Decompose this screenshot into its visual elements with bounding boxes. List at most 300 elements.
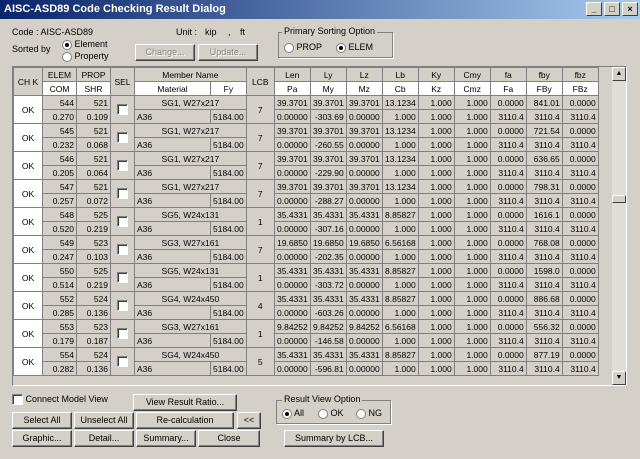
header-mz[interactable]: Mz <box>346 82 382 96</box>
header-lcb[interactable]: LCB <box>246 68 274 96</box>
fa-cell: 0.0000 <box>490 320 526 334</box>
fbz-cell: 0.0000 <box>562 264 598 278</box>
view-ok-option[interactable] <box>318 408 344 419</box>
kz-cell: 1.000 <box>418 110 454 124</box>
update-button[interactable]: Update... <box>198 44 258 61</box>
close-icon[interactable]: × <box>622 2 638 16</box>
radio-ng[interactable] <box>356 409 366 419</box>
my-cell: -260.55 <box>310 138 346 152</box>
table-row[interactable] <box>14 264 599 278</box>
len-cell: 39.3701 <box>274 124 310 138</box>
prop-cell: 521 <box>77 96 111 110</box>
pa-cell: 0.00000 <box>274 334 310 348</box>
row-select-checkbox[interactable] <box>117 160 128 171</box>
primary-sort-label: Primary Sorting Option <box>284 26 376 36</box>
table-row-sub[interactable] <box>14 222 599 236</box>
sel-cell[interactable] <box>111 348 135 376</box>
result-view-label: Result View Option <box>284 394 361 404</box>
sel-cell[interactable] <box>111 320 135 348</box>
lz-cell: 9.84252 <box>346 320 382 334</box>
sort-prop-label: PROP <box>296 42 323 52</box>
member-name-cell: SG1, W27x217 <box>135 152 247 166</box>
result-grid <box>12 66 627 386</box>
lb-cell: 6.56168 <box>382 236 418 250</box>
elem-cell: 544 <box>43 96 77 110</box>
material-cell: A36 <box>135 166 211 180</box>
prop-cell: 524 <box>77 348 111 362</box>
row-select-checkbox[interactable] <box>117 356 128 367</box>
ky-cell: 1.000 <box>418 236 454 250</box>
fa-cell: 0.0000 <box>490 264 526 278</box>
pa-cell: 0.00000 <box>274 250 310 264</box>
cmz-cell: 1.000 <box>454 194 490 208</box>
ky-cell: 1.000 <box>418 180 454 194</box>
fa2-cell: 3110.4 <box>490 222 526 236</box>
member-name-cell: SG1, W27x217 <box>135 96 247 110</box>
shr-cell: 0.068 <box>77 138 111 152</box>
elem-cell: 552 <box>43 292 77 306</box>
sort-elem-option[interactable] <box>336 42 373 53</box>
table-row-sub[interactable] <box>14 166 599 180</box>
header-fbz[interactable]: FBz <box>562 82 598 96</box>
row-select-checkbox[interactable] <box>117 300 128 311</box>
fy-cell: 5184.00 <box>211 334 247 348</box>
vertical-scrollbar[interactable] <box>612 67 626 385</box>
radio-element[interactable] <box>62 40 72 50</box>
table-row[interactable] <box>14 208 599 222</box>
lb-cell: 13.1234 <box>382 124 418 138</box>
prop-cell: 524 <box>77 292 111 306</box>
lcb-cell: 1 <box>246 320 274 348</box>
my-cell: -229.90 <box>310 166 346 180</box>
elem-cell: 550 <box>43 264 77 278</box>
connect-model-view[interactable] <box>12 394 108 405</box>
prop-cell: 523 <box>77 236 111 250</box>
cb-cell: 1.000 <box>382 110 418 124</box>
header-lz[interactable]: Lz <box>346 68 382 82</box>
fa2-cell: 3110.4 <box>490 306 526 320</box>
view-ng-label: NG <box>368 408 383 418</box>
prop-cell: 521 <box>77 152 111 166</box>
kz-cell: 1.000 <box>418 306 454 320</box>
len-cell: 39.3701 <box>274 96 310 110</box>
table-row[interactable] <box>14 124 599 138</box>
cmz-cell: 1.000 <box>454 110 490 124</box>
cmy-cell: 1.000 <box>454 320 490 334</box>
member-name-cell: SG4, W24x450 <box>135 348 247 362</box>
radio-property[interactable] <box>62 52 72 62</box>
connect-model-view-checkbox[interactable] <box>12 394 23 405</box>
fby2-cell: 3110.4 <box>526 138 562 152</box>
code-label: Code : AISC-ASD89 <box>12 27 94 37</box>
chk-status: OK <box>14 96 43 124</box>
lb-cell: 13.1234 <box>382 96 418 110</box>
row-select-checkbox[interactable] <box>117 328 128 339</box>
fy-cell: 5184.00 <box>211 222 247 236</box>
header-fby[interactable]: FBy <box>526 82 562 96</box>
pa-cell: 0.00000 <box>274 166 310 180</box>
com-cell: 0.282 <box>43 362 77 376</box>
header-fa[interactable]: Fa <box>490 82 526 96</box>
material-cell: A36 <box>135 250 211 264</box>
material-cell: A36 <box>135 306 211 320</box>
my-cell: -596.81 <box>310 362 346 376</box>
header-ly[interactable]: Ly <box>310 68 346 82</box>
cb-cell: 1.000 <box>382 194 418 208</box>
header-fbz[interactable]: fbz <box>562 68 598 82</box>
mz-cell: 0.00000 <box>346 334 382 348</box>
lcb-cell: 7 <box>246 152 274 180</box>
sel-cell[interactable] <box>111 152 135 180</box>
fby2-cell: 3110.4 <box>526 362 562 376</box>
fby-cell: 1616.1 <box>526 208 562 222</box>
fa-cell: 0.0000 <box>490 348 526 362</box>
detail-button[interactable]: Detail... <box>74 430 134 447</box>
header-my[interactable]: My <box>310 82 346 96</box>
prop-cell: 525 <box>77 208 111 222</box>
change-button[interactable]: Change... <box>135 44 195 61</box>
maximize-icon[interactable]: □ <box>604 2 620 16</box>
cmy-cell: 1.000 <box>454 292 490 306</box>
prop-cell: 521 <box>77 180 111 194</box>
table-row-sub[interactable] <box>14 362 599 376</box>
fby-cell: 636.65 <box>526 152 562 166</box>
chk-status: OK <box>14 152 43 180</box>
sel-cell[interactable] <box>111 96 135 124</box>
com-cell: 0.514 <box>43 278 77 292</box>
member-name-cell: SG5, W24x131 <box>135 264 247 278</box>
pa-cell: 0.00000 <box>274 138 310 152</box>
material-cell: A36 <box>135 362 211 376</box>
fby2-cell: 3110.4 <box>526 194 562 208</box>
header-fby[interactable]: fby <box>526 68 562 82</box>
header-cmy[interactable]: Cmy <box>454 68 490 82</box>
header-shr[interactable]: SHR <box>77 82 111 96</box>
ly-cell: 35.4331 <box>310 292 346 306</box>
com-cell: 0.232 <box>43 138 77 152</box>
lcb-cell: 4 <box>246 292 274 320</box>
table-row-sub[interactable] <box>14 334 599 348</box>
ky-cell: 1.000 <box>418 96 454 110</box>
cb-cell: 1.000 <box>382 334 418 348</box>
lb-cell: 8.85827 <box>382 348 418 362</box>
prop-cell: 523 <box>77 320 111 334</box>
fby2-cell: 3110.4 <box>526 250 562 264</box>
com-cell: 0.270 <box>43 110 77 124</box>
header-pa[interactable]: Pa <box>274 82 310 96</box>
row-select-checkbox[interactable] <box>117 132 128 143</box>
graphic-button[interactable]: Graphic... <box>12 430 72 447</box>
my-cell: -307.16 <box>310 222 346 236</box>
row-select-checkbox[interactable] <box>117 272 128 283</box>
cmy-cell: 1.000 <box>454 348 490 362</box>
sort-element-label: Element <box>74 39 108 49</box>
member-name-cell: SG3, W27x161 <box>135 236 247 250</box>
connect-model-view-label: Connect Model View <box>25 394 108 404</box>
kz-cell: 1.000 <box>418 250 454 264</box>
lb-cell: 8.85827 <box>382 264 418 278</box>
radio-ok[interactable] <box>318 409 328 419</box>
sort-elem-label: ELEM <box>348 42 374 52</box>
lcb-cell: 7 <box>246 236 274 264</box>
fy-cell: 5184.00 <box>211 306 247 320</box>
fbz2-cell: 3110.4 <box>562 194 598 208</box>
table-row-sub[interactable] <box>14 278 599 292</box>
ly-cell: 39.3701 <box>310 124 346 138</box>
my-cell: -288.27 <box>310 194 346 208</box>
kz-cell: 1.000 <box>418 166 454 180</box>
fy-cell: 5184.00 <box>211 110 247 124</box>
unit-force: kip <box>205 27 217 37</box>
scroll-down-icon[interactable]: ▼ <box>612 371 626 385</box>
table-row-sub[interactable] <box>14 110 599 124</box>
table-row[interactable] <box>14 96 599 110</box>
mz-cell: 0.00000 <box>346 194 382 208</box>
lz-cell: 39.3701 <box>346 152 382 166</box>
mz-cell: 0.00000 <box>346 110 382 124</box>
fy-cell: 5184.00 <box>211 250 247 264</box>
sort-element-option[interactable] <box>62 39 108 50</box>
kz-cell: 1.000 <box>418 222 454 236</box>
ky-cell: 1.000 <box>418 124 454 138</box>
chk-status: OK <box>14 208 43 236</box>
table-row-sub[interactable] <box>14 306 599 320</box>
fy-cell: 5184.00 <box>211 194 247 208</box>
header-prop[interactable]: PROP <box>77 68 111 82</box>
sel-cell[interactable] <box>111 180 135 208</box>
fby-cell: 556.32 <box>526 320 562 334</box>
fbz2-cell: 3110.4 <box>562 250 598 264</box>
com-cell: 0.205 <box>43 166 77 180</box>
cmz-cell: 1.000 <box>454 222 490 236</box>
fbz2-cell: 3110.4 <box>562 306 598 320</box>
sel-cell[interactable] <box>111 208 135 236</box>
table-row-sub[interactable] <box>14 138 599 152</box>
my-cell: -202.35 <box>310 250 346 264</box>
cmy-cell: 1.000 <box>454 264 490 278</box>
select-all-button[interactable]: Select All <box>12 412 72 429</box>
pa-cell: 0.00000 <box>274 306 310 320</box>
lz-cell: 19.6850 <box>346 236 382 250</box>
view-all-option[interactable] <box>282 408 304 419</box>
header-lb[interactable]: Lb <box>382 68 418 82</box>
fbz-cell: 0.0000 <box>562 236 598 250</box>
cb-cell: 1.000 <box>382 138 418 152</box>
com-cell: 0.179 <box>43 334 77 348</box>
collapse-button[interactable]: << <box>237 412 261 429</box>
fbz-cell: 0.0000 <box>562 152 598 166</box>
cmy-cell: 1.000 <box>454 152 490 166</box>
view-ok-label: OK <box>330 408 344 418</box>
fa2-cell: 3110.4 <box>490 138 526 152</box>
unselect-all-button[interactable]: Unselect All <box>74 412 134 429</box>
lcb-cell: 1 <box>246 208 274 236</box>
header-sel[interactable]: SEL <box>111 68 135 96</box>
my-cell: -303.72 <box>310 278 346 292</box>
sel-cell[interactable] <box>111 124 135 152</box>
fy-cell: 5184.00 <box>211 278 247 292</box>
cb-cell: 1.000 <box>382 250 418 264</box>
table-row-sub[interactable] <box>14 194 599 208</box>
chk-status: OK <box>14 180 43 208</box>
row-select-checkbox[interactable] <box>117 216 128 227</box>
table-row[interactable] <box>14 292 599 306</box>
header-member-name[interactable]: Member Name <box>135 68 247 82</box>
header-row-bottom <box>14 82 599 96</box>
lcb-cell: 7 <box>246 124 274 152</box>
result-table <box>13 67 599 376</box>
shr-cell: 0.072 <box>77 194 111 208</box>
ky-cell: 1.000 <box>418 348 454 362</box>
shr-cell: 0.136 <box>77 306 111 320</box>
sort-property-option[interactable] <box>62 51 109 62</box>
fa2-cell: 3110.4 <box>490 278 526 292</box>
pa-cell: 0.00000 <box>274 110 310 124</box>
shr-cell: 0.064 <box>77 166 111 180</box>
table-row-sub[interactable] <box>14 250 599 264</box>
elem-cell: 547 <box>43 180 77 194</box>
lz-cell: 35.4331 <box>346 348 382 362</box>
ly-cell: 39.3701 <box>310 180 346 194</box>
unit-length: ft <box>240 27 246 37</box>
sort-prop-option[interactable] <box>284 42 322 53</box>
scroll-up-icon[interactable]: ▲ <box>612 67 626 81</box>
sorted-by-label: Sorted by <box>12 44 51 54</box>
header-cb[interactable]: Cb <box>382 82 418 96</box>
header-material[interactable]: Material <box>135 82 211 96</box>
fy-cell: 5184.00 <box>211 166 247 180</box>
header-fa[interactable]: fa <box>490 68 526 82</box>
header-row-top <box>14 68 599 82</box>
my-cell: -603.26 <box>310 306 346 320</box>
view-all-label: All <box>294 408 305 418</box>
com-cell: 0.285 <box>43 306 77 320</box>
header-ky[interactable]: Ky <box>418 68 454 82</box>
cmy-cell: 1.000 <box>454 236 490 250</box>
cmz-cell: 1.000 <box>454 278 490 292</box>
lz-cell: 35.4331 <box>346 292 382 306</box>
len-cell: 35.4331 <box>274 208 310 222</box>
shr-cell: 0.219 <box>77 278 111 292</box>
mz-cell: 0.00000 <box>346 278 382 292</box>
sel-cell[interactable] <box>111 264 135 292</box>
chk-status: OK <box>14 264 43 292</box>
fy-cell: 5184.00 <box>211 138 247 152</box>
sel-cell[interactable] <box>111 292 135 320</box>
row-select-checkbox[interactable] <box>117 104 128 115</box>
fa-cell: 0.0000 <box>490 208 526 222</box>
ky-cell: 1.000 <box>418 152 454 166</box>
lcb-cell: 5 <box>246 348 274 376</box>
cmz-cell: 1.000 <box>454 362 490 376</box>
shr-cell: 0.219 <box>77 222 111 236</box>
member-name-cell: SG1, W27x217 <box>135 180 247 194</box>
chk-status: OK <box>14 292 43 320</box>
row-select-checkbox[interactable] <box>117 188 128 199</box>
shr-cell: 0.136 <box>77 362 111 376</box>
summary-button[interactable]: Summary... <box>136 430 196 447</box>
fa-cell: 0.0000 <box>490 96 526 110</box>
material-cell: A36 <box>135 278 211 292</box>
chk-status: OK <box>14 236 43 264</box>
header-len[interactable]: Len <box>274 68 310 82</box>
table-row[interactable] <box>14 320 599 334</box>
pa-cell: 0.00000 <box>274 194 310 208</box>
ly-cell: 19.6850 <box>310 236 346 250</box>
com-cell: 0.247 <box>43 250 77 264</box>
sel-cell[interactable] <box>111 236 135 264</box>
kz-cell: 1.000 <box>418 334 454 348</box>
close-button[interactable]: Close <box>198 430 260 447</box>
cmy-cell: 1.000 <box>454 180 490 194</box>
lz-cell: 39.3701 <box>346 180 382 194</box>
my-cell: -146.58 <box>310 334 346 348</box>
view-ng-option[interactable] <box>356 408 382 419</box>
mz-cell: 0.00000 <box>346 166 382 180</box>
ly-cell: 39.3701 <box>310 152 346 166</box>
chk-status: OK <box>14 348 43 376</box>
radio-elem[interactable] <box>336 43 346 53</box>
recalculation-button[interactable]: Re-calculation <box>136 412 234 429</box>
elem-cell: 548 <box>43 208 77 222</box>
fbz-cell: 0.0000 <box>562 348 598 362</box>
window-title: AISC-ASD89 Code Checking Result Dialog <box>4 3 226 15</box>
chk-status: OK <box>14 124 43 152</box>
header-com[interactable]: COM <box>43 82 77 96</box>
row-select-checkbox[interactable] <box>117 244 128 255</box>
table-row[interactable] <box>14 236 599 250</box>
elem-cell: 554 <box>43 348 77 362</box>
fby2-cell: 3110.4 <box>526 110 562 124</box>
fby2-cell: 3110.4 <box>526 334 562 348</box>
view-result-ratio-button[interactable]: View Result Ratio... <box>133 394 237 411</box>
table-row[interactable] <box>14 152 599 166</box>
fbz2-cell: 3110.4 <box>562 278 598 292</box>
title-bar <box>0 0 640 19</box>
cmy-cell: 1.000 <box>454 96 490 110</box>
header-kz[interactable]: Kz <box>418 82 454 96</box>
header-elem[interactable]: ELEM <box>43 68 77 82</box>
chk-status: OK <box>14 320 43 348</box>
table-row[interactable] <box>14 348 599 362</box>
header-chk[interactable]: CH K <box>14 68 43 96</box>
len-cell: 39.3701 <box>274 152 310 166</box>
scroll-thumb[interactable] <box>612 195 626 203</box>
header-fy[interactable]: Fy <box>211 82 247 96</box>
pa-cell: 0.00000 <box>274 362 310 376</box>
radio-all[interactable] <box>282 409 292 419</box>
cb-cell: 1.000 <box>382 278 418 292</box>
radio-prop[interactable] <box>284 43 294 53</box>
fa2-cell: 3110.4 <box>490 334 526 348</box>
minimize-icon[interactable]: _ <box>586 2 602 16</box>
table-row[interactable] <box>14 180 599 194</box>
com-cell: 0.520 <box>43 222 77 236</box>
lb-cell: 8.85827 <box>382 292 418 306</box>
lcb-cell: 7 <box>246 180 274 208</box>
kz-cell: 1.000 <box>418 362 454 376</box>
ly-cell: 35.4331 <box>310 208 346 222</box>
ky-cell: 1.000 <box>418 264 454 278</box>
lcb-cell: 7 <box>246 96 274 124</box>
mz-cell: 0.00000 <box>346 362 382 376</box>
fbz2-cell: 3110.4 <box>562 362 598 376</box>
summary-by-lcb-button[interactable]: Summary by LCB... <box>284 430 384 447</box>
fa-cell: 0.0000 <box>490 152 526 166</box>
header-cmz[interactable]: Cmz <box>454 82 490 96</box>
fby2-cell: 3110.4 <box>526 166 562 180</box>
lcb-cell: 1 <box>246 264 274 292</box>
